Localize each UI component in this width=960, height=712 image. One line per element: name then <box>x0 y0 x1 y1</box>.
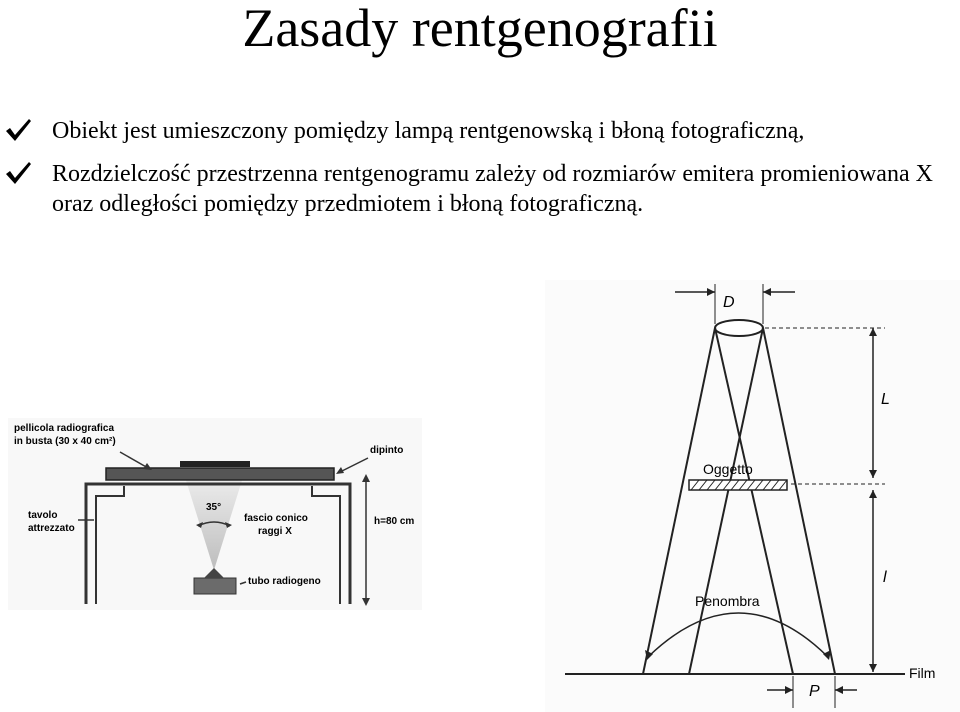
checkmark-icon <box>4 117 32 143</box>
bullet-text: Obiekt jest umieszczony pomiędzy lampą rentgenowską i błoną fotograficzną, <box>52 118 805 144</box>
table-label: tavolo <box>28 510 58 521</box>
film-label: Film <box>909 665 936 681</box>
table-label-2: attrezzato <box>28 523 75 534</box>
beam-label: fascio conico <box>244 513 308 524</box>
object-film-distance-label: l <box>883 569 887 586</box>
bullet-text: Rozdzielczość przestrzenna rentgenogramu zależy od rozmiarów emitera promieniowana X oraz odległości pomiędzy przedmiotem i błoną fotograficzną. <box>52 161 933 217</box>
bullet-list <box>0 116 960 232</box>
film-cassette <box>180 461 250 467</box>
beam-label-2: raggi X <box>258 526 292 537</box>
xray-source <box>715 320 763 336</box>
painting-label: dipinto <box>370 445 404 456</box>
tube-label: tubo radiogeno <box>248 576 321 587</box>
bullet-item-resolution <box>0 159 960 219</box>
slide-title: Zasady rentgenografii <box>242 0 718 58</box>
radiography-setup-diagram <box>8 418 422 610</box>
penumbra-label: Penombra <box>695 593 760 609</box>
checkmark-icon <box>4 160 32 186</box>
height-label: h=80 cm <box>374 516 415 527</box>
angle-label: 35° <box>206 502 222 513</box>
film-label: pellicola radiografica <box>14 423 115 434</box>
object-label: Oggetto <box>703 461 753 477</box>
source-size-label: D <box>723 294 735 311</box>
source-object-distance-label: L <box>881 391 890 408</box>
painting <box>106 468 334 480</box>
bullet-item-object-placement <box>0 116 960 146</box>
penumbra-arc <box>649 613 827 656</box>
film-size-label: in busta (30 x 40 cm²) <box>14 436 116 447</box>
penumbra-size-label: P <box>809 683 820 700</box>
xray-tube <box>194 578 236 594</box>
penumbra-geometry-diagram <box>545 280 960 712</box>
